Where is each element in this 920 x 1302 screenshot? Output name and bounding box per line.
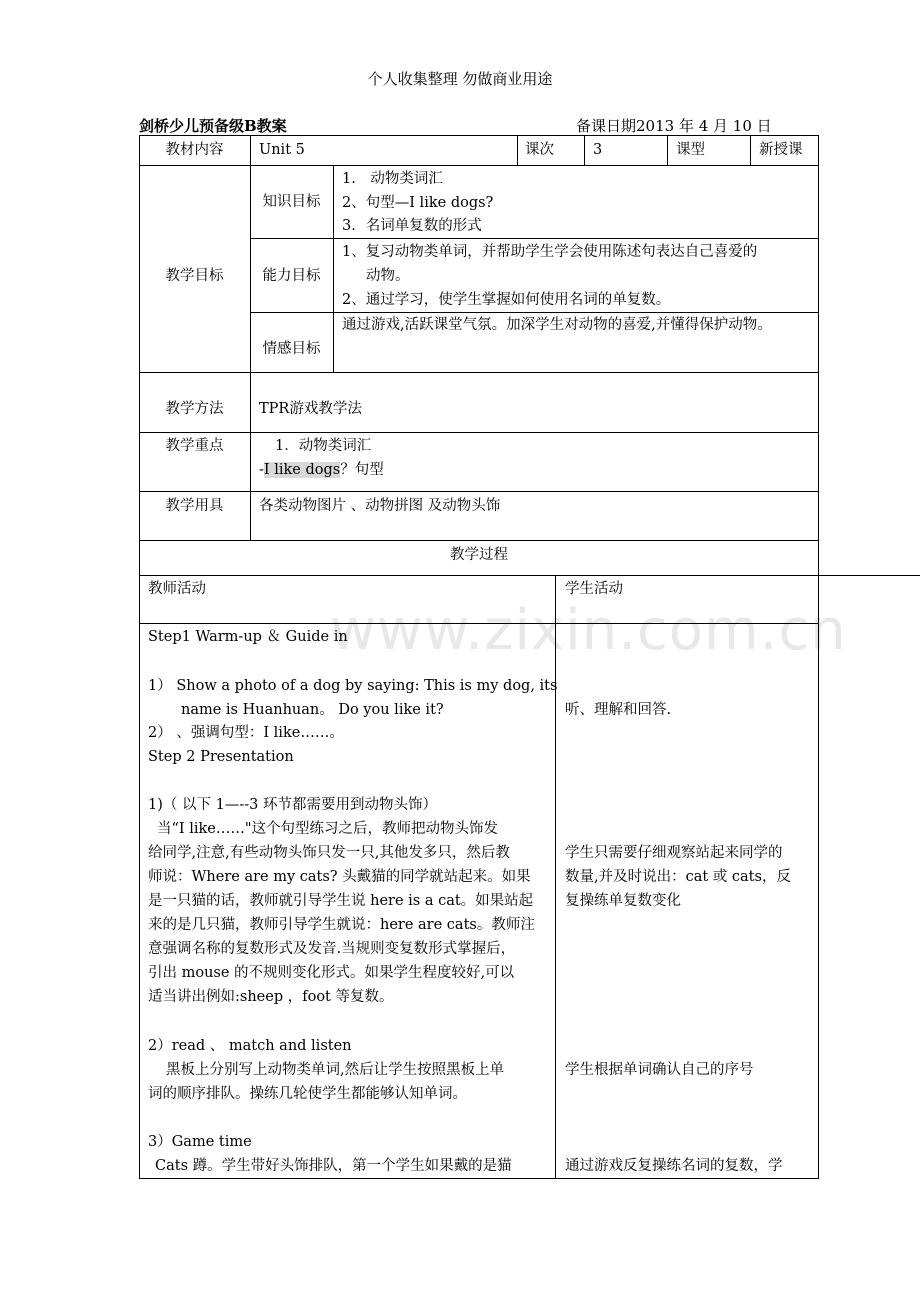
lesson-date: 备课日期2013 年 4 月 10 日 [576,117,772,135]
header-note: 个人收集整理 勿做商业用途 [367,70,553,88]
knowledge-item: 2、句型—I like dogs? [342,195,494,211]
focus-dash: - [259,462,264,478]
lesson-label: 课次 [525,142,554,158]
type-value: 新授课 [759,142,803,158]
knowledge-item: 1. 动物类词汇 [342,171,443,187]
method-label: 教学方法 [165,401,224,417]
step2-heading: Step 2 Presentation [148,749,294,765]
tools-label: 教学用具 [165,498,224,514]
teacher-line: 适当讲出例如:sheep ，foot 等复数。 [148,989,394,1005]
ability-label: 能力目标 [262,268,321,284]
teacher-line: 意强调名称的复数形式及发音.当规则变复数形式掌握后， [148,941,516,957]
teacher-line: 引出 mouse 的不规则变化形式。如果学生程度较好,可以 [148,965,515,981]
teacher-line: Cats 蹲。学生带好头饰排队，第一个学生如果戴的是猫 [155,1158,512,1174]
process-title: 教学过程 [450,547,508,563]
teacher-line: 2） 、强调句型：I like……。 [148,725,344,741]
student-line: 学生根据单词确认自己的序号 [565,1062,754,1078]
student-line: 复操练单复数变化 [565,893,681,909]
teacher-line: 来的是几只猫，教师引导学生就说：here are cats。教师注 [148,917,535,933]
focus-highlight: I like dogs [263,462,341,478]
document-title: 剑桥少儿预备级B教案 [139,117,287,135]
emotion-text: 通过游戏,活跃课堂气氛。加深学生对动物的喜爱,并懂得保护动物。 [342,317,772,333]
teacher-line: 师说：Where are my cats? 头戴猫的同学就站起来。如果 [148,869,531,885]
teacher-line: 当“I like……"这个句型练习之后，教师把动物头饰发 [157,821,499,837]
type-label: 课型 [676,142,705,158]
teacher-header: 教师活动 [148,581,206,597]
teacher-line: 3）Game time [148,1134,252,1150]
ability-item: 2、通过学习，使学生掌握如何使用名词的单复数。 [342,292,671,308]
knowledge-label: 知识目标 [262,194,321,210]
ability-item: 1、复习动物类单词，并帮助学生学会使用陈述句表达自己喜爱的 [342,244,758,260]
student-line: 听、理解和回答. [565,702,672,718]
teacher-line: 是一只猫的话，教师就引导学生说 here is a cat。如果站起 [148,893,534,909]
teacher-line: 给同学,注意,有些动物头饰只发一只,其他发多只，然后教 [148,845,510,861]
ability-item: 动物。 [366,268,410,284]
objectives-label: 教学目标 [165,268,224,284]
focus-suffix: ？句型 [340,462,384,478]
focus-line-1: 1．动物类词汇 [275,438,372,454]
knowledge-item: 3．名词单复数的形式 [342,218,482,234]
focus-line-2 [259,458,384,482]
teacher-line: 1） Show a photo of a dog by saying: This is my dog, its [148,678,558,694]
lesson-value: 3 [593,142,603,158]
focus-label: 教学重点 [165,438,224,454]
student-line: 通过游戏反复操练名词的复数，学 [565,1158,783,1174]
student-line: 数量,并及时说出：cat 或 cats，反 [565,869,791,885]
tools-value: 各类动物图片 、动物拼图 及动物头饰 [259,498,501,514]
student-line: 学生只需要仔细观察站起来同学的 [565,845,783,861]
material-value: Unit 5 [259,142,305,158]
student-header: 学生活动 [565,581,623,597]
teacher-line: 2）read 、 match and listen [148,1038,352,1054]
teacher-line: 词的顺序排队。操练几轮使学生都能够认知单词。 [148,1086,467,1102]
method-value: TPR游戏教学法 [259,401,362,417]
watermark: www.zixin.com.cn [330,598,847,663]
material-label: 教材内容 [165,142,224,158]
teacher-line: 黑板上分别写上动物类单词,然后让学生按照黑板上单 [166,1062,505,1078]
emotion-label: 情感目标 [262,341,321,357]
teacher-line: 1)（ 以下 1—--3 环节都需要用到动物头饰） [148,797,437,813]
step1-heading: Step1 Warm-up ＆ Guide in [148,629,348,645]
teacher-line: name is Huanhuan。 Do you like it? [181,702,444,718]
